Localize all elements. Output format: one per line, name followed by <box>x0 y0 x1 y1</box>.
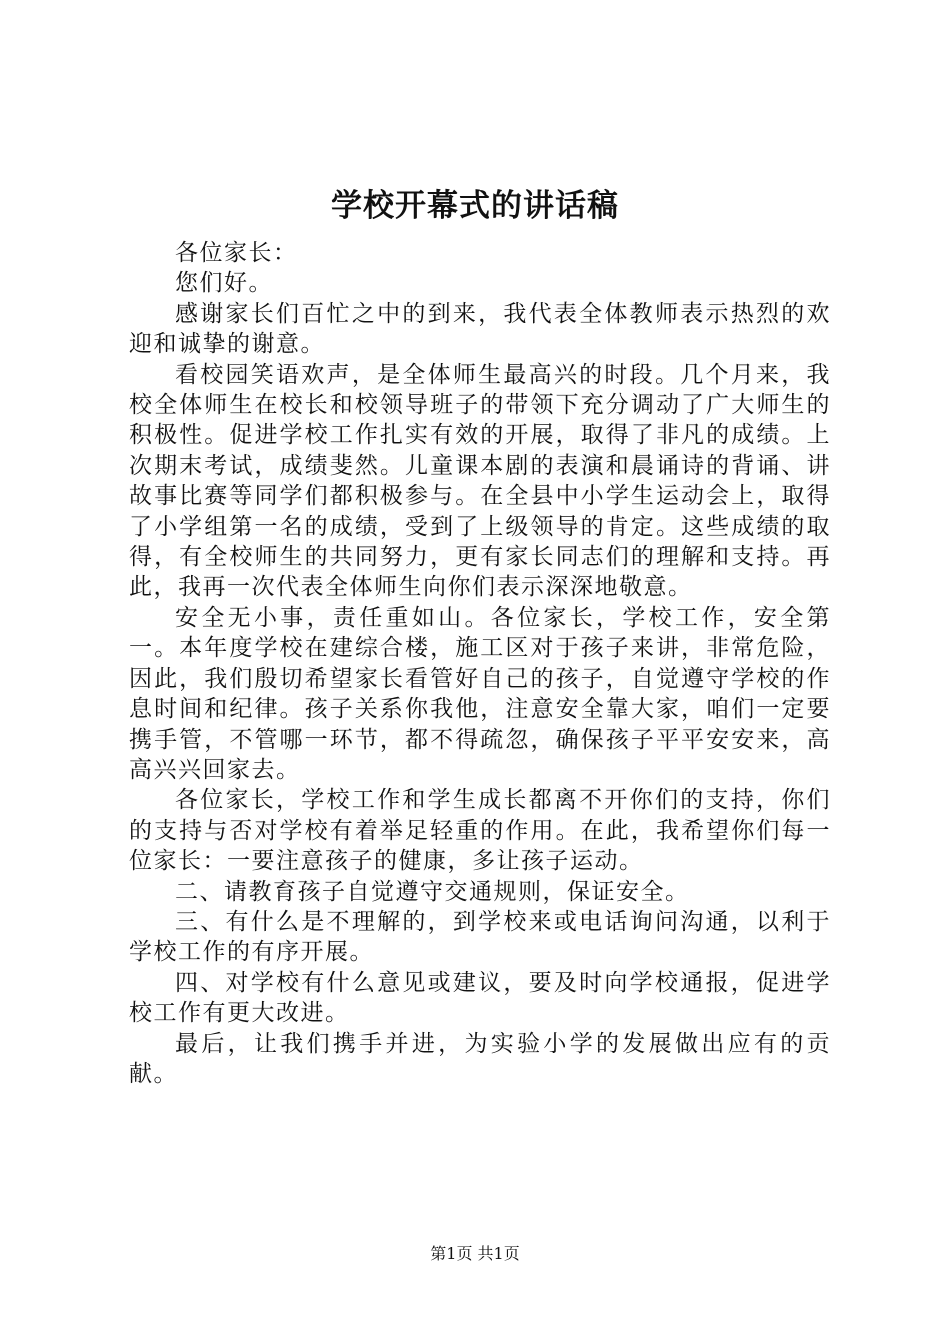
paragraph-support: 各位家长，学校工作和学生成长都离不开你们的支持，你们的支持与否对学校有着举足轻重的作用。在此，我希望你们每一位家长：一要注意孩子的健康，多让孩子运动。 <box>129 787 831 875</box>
paragraph-point-three: 三、有什么是不理解的，到学校来或电话询问沟通，以利于学校工作的有序开展。 <box>129 908 831 966</box>
paragraph-thanks: 感谢家长们百忙之中的到来，我代表全体教师表示热烈的欢迎和诚挚的谢意。 <box>129 300 831 358</box>
paragraph-point-four: 四、对学校有什么意见或建议，要及时向学校通报，促进学校工作有更大改进。 <box>129 969 831 1027</box>
document-title: 学校开幕式的讲话稿 <box>331 188 619 224</box>
page-number-footer: 第1页 共1页 <box>430 1244 520 1263</box>
document-body <box>129 238 831 1089</box>
paragraph-safety: 安全无小事，责任重如山。各位家长，学校工作，安全第一。本年度学校在建综合楼，施工区对于孩子来讲，非常危险，因此，我们殷切希望家长看管好自己的孩子，自觉遵守学校的作息时间和纪律。孩子关系你我他，注意安全靠大家，咱们一定要携手管，不管哪一环节，都不得疏忽，确保孩子平平安安来，高高兴兴回家去。 <box>129 604 831 783</box>
salutation: 各位家长： <box>175 240 298 266</box>
paragraph-achievements: 看校园笑语欢声，是全体师生最高兴的时段。几个月来，我校全体师生在校长和校领导班子的带领下充分调动了广大师生的积极性。促进学校工作扎实有效的开展，取得了非凡的成绩。上次期末考试，成绩斐然。儿童课本剧的表演和晨诵诗的背诵、讲故事比赛等同学们都积极参与。在全县中小学生运动会上，取得了小学组第一名的成绩，受到了上级领导的肯定。这些成绩的取得，有全校师生的共同努力，更有家长同志们的理解和支持。再此，我再一次代表全体师生向你们表示深深地敬意。 <box>129 361 831 601</box>
paragraph-point-two: 二、请教育孩子自觉遵守交通规则，保证安全。 <box>175 878 690 905</box>
greeting: 您们好。 <box>175 270 273 297</box>
paragraph-closing: 最后，让我们携手并进，为实验小学的发展做出应有的贡献。 <box>129 1030 831 1087</box>
